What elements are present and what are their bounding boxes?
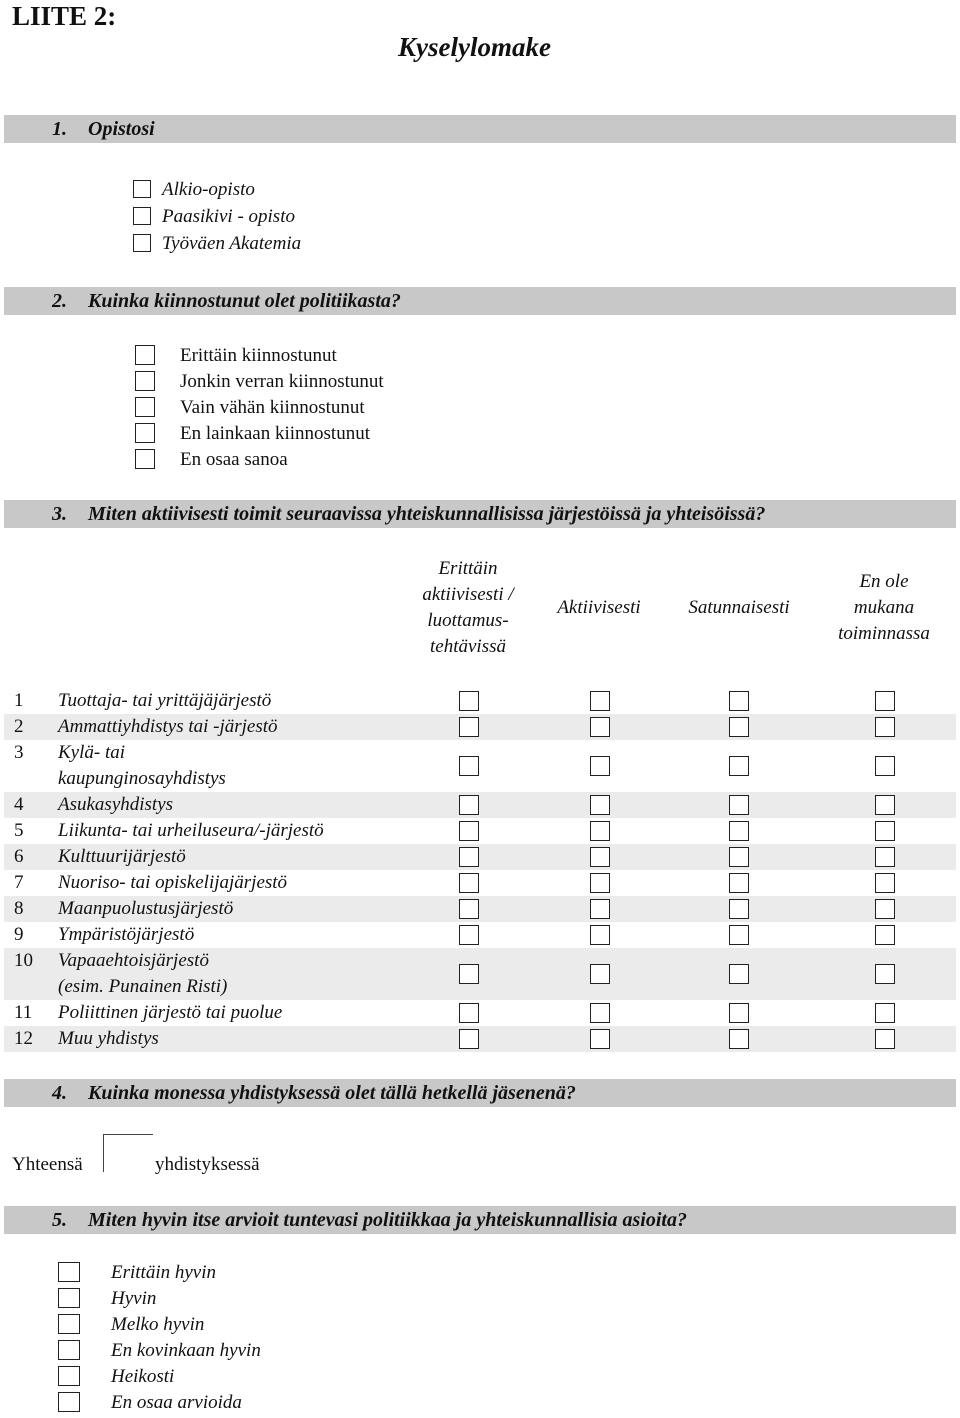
- row-label: Vapaaehtoisjärjestö: [58, 950, 209, 971]
- rating-checkbox[interactable]: [590, 691, 610, 711]
- rating-checkbox[interactable]: [875, 964, 895, 984]
- option-label: En lainkaan kiinnostunut: [180, 423, 370, 444]
- rating-checkbox[interactable]: [459, 899, 479, 919]
- option-checkbox[interactable]: [133, 207, 151, 225]
- row-label: Kulttuurijärjestö: [58, 846, 186, 867]
- column-header-active: Aktiivisesti: [557, 597, 641, 618]
- column-header-line: En ole: [859, 571, 909, 592]
- question-number: 1.: [52, 118, 67, 140]
- table-row: [4, 922, 956, 948]
- option-checkbox[interactable]: [58, 1366, 80, 1386]
- rating-checkbox[interactable]: [590, 925, 610, 945]
- rating-checkbox[interactable]: [875, 1029, 895, 1049]
- table-row: [4, 818, 956, 844]
- table-row: [4, 844, 956, 870]
- table-row: [4, 792, 956, 818]
- document-title: LIITE 2:: [12, 1, 117, 31]
- question-1-header: [4, 115, 956, 143]
- rating-checkbox[interactable]: [590, 873, 610, 893]
- row-label: Muu yhdistys: [58, 1028, 159, 1049]
- row-label: Kylä- tai: [58, 742, 126, 763]
- rating-checkbox[interactable]: [590, 1029, 610, 1049]
- row-number: 2: [14, 716, 24, 737]
- option-checkbox[interactable]: [135, 397, 155, 417]
- row-number: 5: [14, 820, 24, 841]
- count-prefix-label: Yhteensä: [12, 1154, 83, 1175]
- rating-checkbox[interactable]: [875, 821, 895, 841]
- rating-checkbox[interactable]: [459, 795, 479, 815]
- rating-checkbox[interactable]: [729, 717, 749, 737]
- rating-checkbox[interactable]: [590, 1003, 610, 1023]
- option-checkbox[interactable]: [135, 423, 155, 443]
- question-2-header: [4, 287, 956, 315]
- option-checkbox[interactable]: [135, 345, 155, 365]
- question-text: Opistosi: [88, 118, 155, 140]
- option-label: Melko hyvin: [111, 1314, 205, 1335]
- row-label: Maanpuolustusjärjestö: [58, 898, 234, 919]
- option-checkbox[interactable]: [135, 449, 155, 469]
- row-number: 3: [14, 742, 24, 763]
- row-number: 7: [14, 872, 24, 893]
- rating-checkbox[interactable]: [729, 1003, 749, 1023]
- rating-checkbox[interactable]: [729, 795, 749, 815]
- rating-checkbox[interactable]: [590, 756, 610, 776]
- table-row: [4, 870, 956, 896]
- row-number: 8: [14, 898, 24, 919]
- table-row: [4, 1026, 956, 1052]
- rating-checkbox[interactable]: [459, 821, 479, 841]
- column-header-line: Erittäin: [438, 558, 498, 579]
- rating-checkbox[interactable]: [459, 925, 479, 945]
- option-label: Paasikivi - opisto: [162, 206, 295, 227]
- row-number: 1: [14, 690, 24, 711]
- rating-checkbox[interactable]: [590, 795, 610, 815]
- option-label: En osaa arvioida: [111, 1392, 242, 1413]
- question-5-header: [4, 1206, 956, 1234]
- column-header-line: aktiivisesti /: [422, 584, 514, 605]
- rating-checkbox[interactable]: [875, 899, 895, 919]
- rating-checkbox[interactable]: [729, 691, 749, 711]
- rating-checkbox[interactable]: [729, 899, 749, 919]
- rating-checkbox[interactable]: [590, 899, 610, 919]
- question-text: Miten aktiivisesti toimit seuraavissa yhteiskunnallisissa järjestöissä ja yhteisöissä?: [88, 503, 766, 525]
- rating-checkbox[interactable]: [459, 1003, 479, 1023]
- table-row: [4, 896, 956, 922]
- option-checkbox[interactable]: [58, 1262, 80, 1282]
- count-suffix-label: yhdistyksessä: [155, 1154, 260, 1175]
- option-checkbox[interactable]: [133, 180, 151, 198]
- table-row: [4, 714, 956, 740]
- rating-checkbox[interactable]: [459, 964, 479, 984]
- rating-checkbox[interactable]: [729, 1029, 749, 1049]
- rating-checkbox[interactable]: [729, 821, 749, 841]
- rating-checkbox[interactable]: [729, 847, 749, 867]
- option-checkbox[interactable]: [58, 1314, 80, 1334]
- option-label: Erittäin hyvin: [111, 1262, 217, 1283]
- row-number: 6: [14, 846, 24, 867]
- rating-checkbox[interactable]: [590, 964, 610, 984]
- table-row: [4, 1000, 956, 1026]
- question-4-header: [4, 1079, 956, 1107]
- question-text: Miten hyvin itse arvioit tuntevasi politiikkaa ja yhteiskunnallisia asioita?: [88, 1209, 687, 1231]
- question-number: 3.: [52, 503, 67, 525]
- column-header-line: tehtävissä: [430, 636, 506, 657]
- option-label: En kovinkaan hyvin: [111, 1340, 261, 1361]
- column-header-not-involved: [818, 569, 950, 647]
- row-number: 11: [14, 1002, 33, 1023]
- row-label: Ammattiyhdistys tai -järjestö: [58, 716, 278, 737]
- option-checkbox[interactable]: [135, 371, 155, 391]
- rating-checkbox[interactable]: [875, 691, 895, 711]
- form-subtitle: Kyselylomake: [398, 32, 551, 62]
- rating-checkbox[interactable]: [459, 691, 479, 711]
- option-label: Jonkin verran kiinnostunut: [180, 371, 384, 392]
- column-header-line: toiminnassa: [838, 623, 930, 644]
- rating-checkbox[interactable]: [459, 1029, 479, 1049]
- question-text: Kuinka kiinnostunut olet politiikasta?: [88, 290, 401, 312]
- rating-checkbox[interactable]: [459, 873, 479, 893]
- table-row: [4, 740, 956, 792]
- question-number: 5.: [52, 1209, 67, 1231]
- membership-count-input[interactable]: [103, 1134, 153, 1172]
- table-row: [4, 688, 956, 714]
- row-label: Asukasyhdistys: [58, 794, 174, 815]
- option-checkbox[interactable]: [58, 1392, 80, 1412]
- rating-checkbox[interactable]: [875, 925, 895, 945]
- rating-checkbox[interactable]: [875, 873, 895, 893]
- row-label: Nuoriso- tai opiskelijajärjestö: [58, 872, 288, 893]
- rating-checkbox[interactable]: [875, 756, 895, 776]
- row-number: 4: [14, 794, 24, 815]
- option-label: En osaa sanoa: [180, 449, 288, 470]
- question-text: Kuinka monessa yhdistyksessä olet tällä hetkellä jäsenenä?: [88, 1082, 576, 1104]
- rating-checkbox[interactable]: [459, 847, 479, 867]
- column-header-very-active: [398, 556, 538, 660]
- rating-checkbox[interactable]: [729, 964, 749, 984]
- rating-checkbox[interactable]: [459, 717, 479, 737]
- column-header-line: mukana: [853, 597, 915, 618]
- row-label: (esim. Punainen Risti): [58, 976, 228, 997]
- option-label: Alkio-opisto: [162, 179, 255, 200]
- option-checkbox[interactable]: [58, 1340, 80, 1360]
- row-number: 10: [14, 950, 33, 971]
- row-number: 12: [14, 1028, 33, 1049]
- column-header-occasionally: Satunnaisesti: [688, 597, 790, 618]
- row-label: Poliittinen järjestö tai puolue: [58, 1002, 283, 1023]
- option-label: Erittäin kiinnostunut: [180, 345, 337, 366]
- rating-checkbox[interactable]: [590, 717, 610, 737]
- column-header-line: luottamus-: [427, 610, 509, 631]
- row-label: Tuottaja- tai yrittäjäjärjestö: [58, 690, 272, 711]
- question-number: 4.: [52, 1082, 67, 1104]
- row-number: 9: [14, 924, 24, 945]
- rating-checkbox[interactable]: [875, 795, 895, 815]
- table-row: [4, 948, 956, 1000]
- question-number: 2.: [52, 290, 67, 312]
- row-label: Liikunta- tai urheiluseura/-järjestö: [58, 820, 324, 841]
- rating-checkbox[interactable]: [729, 925, 749, 945]
- rating-checkbox[interactable]: [590, 821, 610, 841]
- option-label: Vain vähän kiinnostunut: [180, 397, 365, 418]
- rating-checkbox[interactable]: [729, 873, 749, 893]
- option-label: Heikosti: [111, 1366, 175, 1387]
- rating-checkbox[interactable]: [590, 847, 610, 867]
- row-label: kaupunginosayhdistys: [58, 768, 226, 789]
- rating-checkbox[interactable]: [875, 847, 895, 867]
- rating-checkbox[interactable]: [875, 1003, 895, 1023]
- option-label: Hyvin: [111, 1288, 157, 1309]
- option-checkbox[interactable]: [133, 234, 151, 252]
- question-3-header: [4, 500, 956, 528]
- rating-checkbox[interactable]: [729, 756, 749, 776]
- row-label: Ympäristöjärjestö: [58, 924, 195, 945]
- rating-checkbox[interactable]: [459, 756, 479, 776]
- option-checkbox[interactable]: [58, 1288, 80, 1308]
- option-label: Työväen Akatemia: [162, 233, 302, 254]
- rating-checkbox[interactable]: [875, 717, 895, 737]
